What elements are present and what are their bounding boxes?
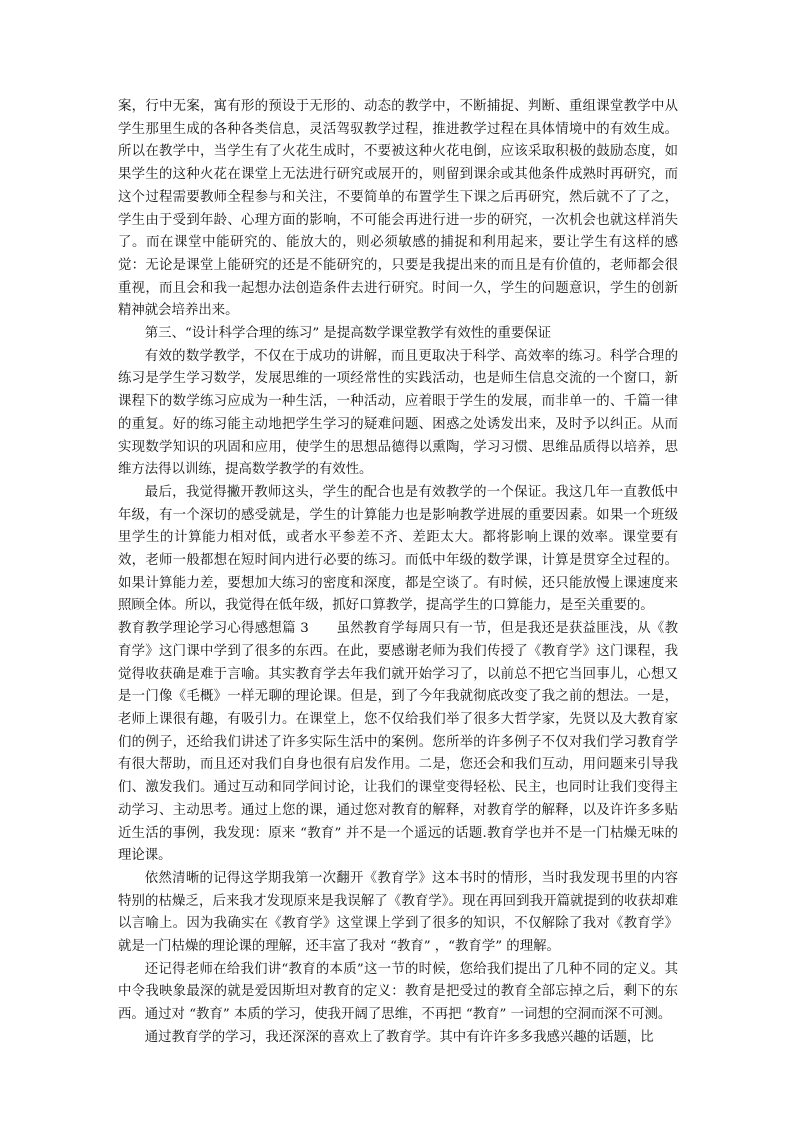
paragraph-finally: 最后，我觉得撇开教师这头，学生的配合也是有效教学的一个保证。我这几年一直教低中年级，有一个深切的感受就是，学生的计算能力也是影响教学进展的重要因素。如果一个班级里学生的计算能力相对低，或者水平参差不齐、差距太大。都将影响上课的效率。课堂要有效，老师一般都想在短时间内进行必要的练习。而低中年级的数学课，计算是贯穿全过程的。如果计算能力差，要想加大练习的密度和深度，都是空谈了。有时候，还只能放慢上课速度来照顾全体。所以，我觉得在低年级，抓好口算教学，提高学生的口算能力，是至关重要的。 <box>118 484 678 614</box>
paragraph-practice: 有效的数学教学，不仅在于成功的讲解，而且更取决于科学、高效率的练习。科学合理的练习是学生学习数学，发展思维的一项经常性的实践活动，也是师生信息交流的一个窗口，新课程下的数学练习应成为一种生活，一种活动，应着眼于学生的发展，而非单一的、千篇一律的重复。好的练习能主动地把学生学习的疑难问题、困惑之处诱发出来，及时予以纠正。从而实现数学知识的巩固和应用，使学生的思想品德得以熏陶，学习习惯、思维品质得以培养，思维方法得以训练，提高数学教学的有效性。 <box>118 348 678 478</box>
paragraph-first-impression: 依然清晰的记得这学期我第一次翻开《教育学》这本书时的情形，当时我发现书里的内容特别的枯燥乏，后来我才发现原来是我误解了《教育学》。现在再回到我开篇就提到的收获却难以言喻上。因为我确实在《教育学》这堂课上学到了很多的知识，不仅解除了我对《教育学》就是一门枯燥的理论课的理解，还丰富了我对 “教育” ，“教育学” 的理解。 <box>118 870 678 955</box>
paragraph-continuation: 案，行中无案，寓有形的预设于无形的、动态的教学中，不断捕捉、判断、重组课堂教学中从学生那里生成的各种各类信息，灵活驾驭教学过程，推进教学过程在具体情境中的有效生成。所以在教学中，当学生有了火花生成时，不要被这种火花电倒，应该采取积极的鼓励态度，如果学生的这种火花在课堂上无法进行研究或展开的，则留到课余或其他条件成熟时再研究，而这个过程需要教师全程参与和关注，不要简单的布置学生下课之后再研究，然后就不了了之，学生由于受到年龄、心理方面的影响，不可能会再进行进一步的研究，一次机会也就这样消失了。而在课堂中能研究的、能放大的，则必须敏感的捕捉和利用起来，要让学生有这样的感觉：无论是课堂上能研究的还是不能研究的，只要是我提出来的而且是有价值的，老师都会很重视，而且会和我一起想办法创造条件去进行研究。时间一久，学生的问题意识，学生的创新精神就会培养出来。 <box>118 99 678 319</box>
section-heading-third: 第三、“设计科学合理的练习” 是提高数学课堂教学有效性的重要保证 <box>144 326 552 342</box>
document-page <box>118 96 678 1050</box>
paragraph-essence-of-education: 还记得老师在给我们讲“教育的本质”这一节的时候，您给我们提出了几种不同的定义。其中令我映象最深的就是爱因斯坦对教育的定义：教育是把受过的教育全部忘掉之后，剩下的东西。通过对 “教育” 本质的学习，使我开阔了思维，不再把 “教育” 一词想的空洞而深不可测。 <box>118 961 678 1023</box>
paragraph-closing: 通过教育学的学习，我还深深的喜欢上了教育学。其中有许许多多我感兴趣的话题，比 <box>144 1029 654 1045</box>
essay-3-opening: 教育教学理论学习心得感想篇 3 虽然教育学每周只有一节，但是我还是获益匪浅，从《教育学》这门课中学到了很多的东西。在此，要感谢老师为我们传授了《教育学》这门课程，我觉得收获确是难于言喻。其实教育学去年我们就开始学习了，以前总不把它当回事儿，心想又是一门像《毛概》一样无聊的理论课。但是，到了今年我就彻底改变了我之前的想法。一是，老师上课很有趣，有吸引力。在课堂上，您不仅给我们举了很多大哲学家，先贤以及大教育家们的例子，还给我们讲述了许多实际生活中的案例。您所举的许多例子不仅对我们学习教育学有很大帮助，而且还对我们自身也很有启发作用。二是，您还会和我们互动，用问题来引导我们、激发我们。通过互动和同学间讨论，让我们的课堂变得轻松、民主，也同时让我们变得主动学习、主动思考。通过上您的课，通过您对教育的解释，对教育学的解释，以及许许多多贴近生活的事例，我发现：原来 “教育” 并不是一个遥远的话题.教育学也并不是一门枯燥无味的理论课。 <box>118 621 678 864</box>
